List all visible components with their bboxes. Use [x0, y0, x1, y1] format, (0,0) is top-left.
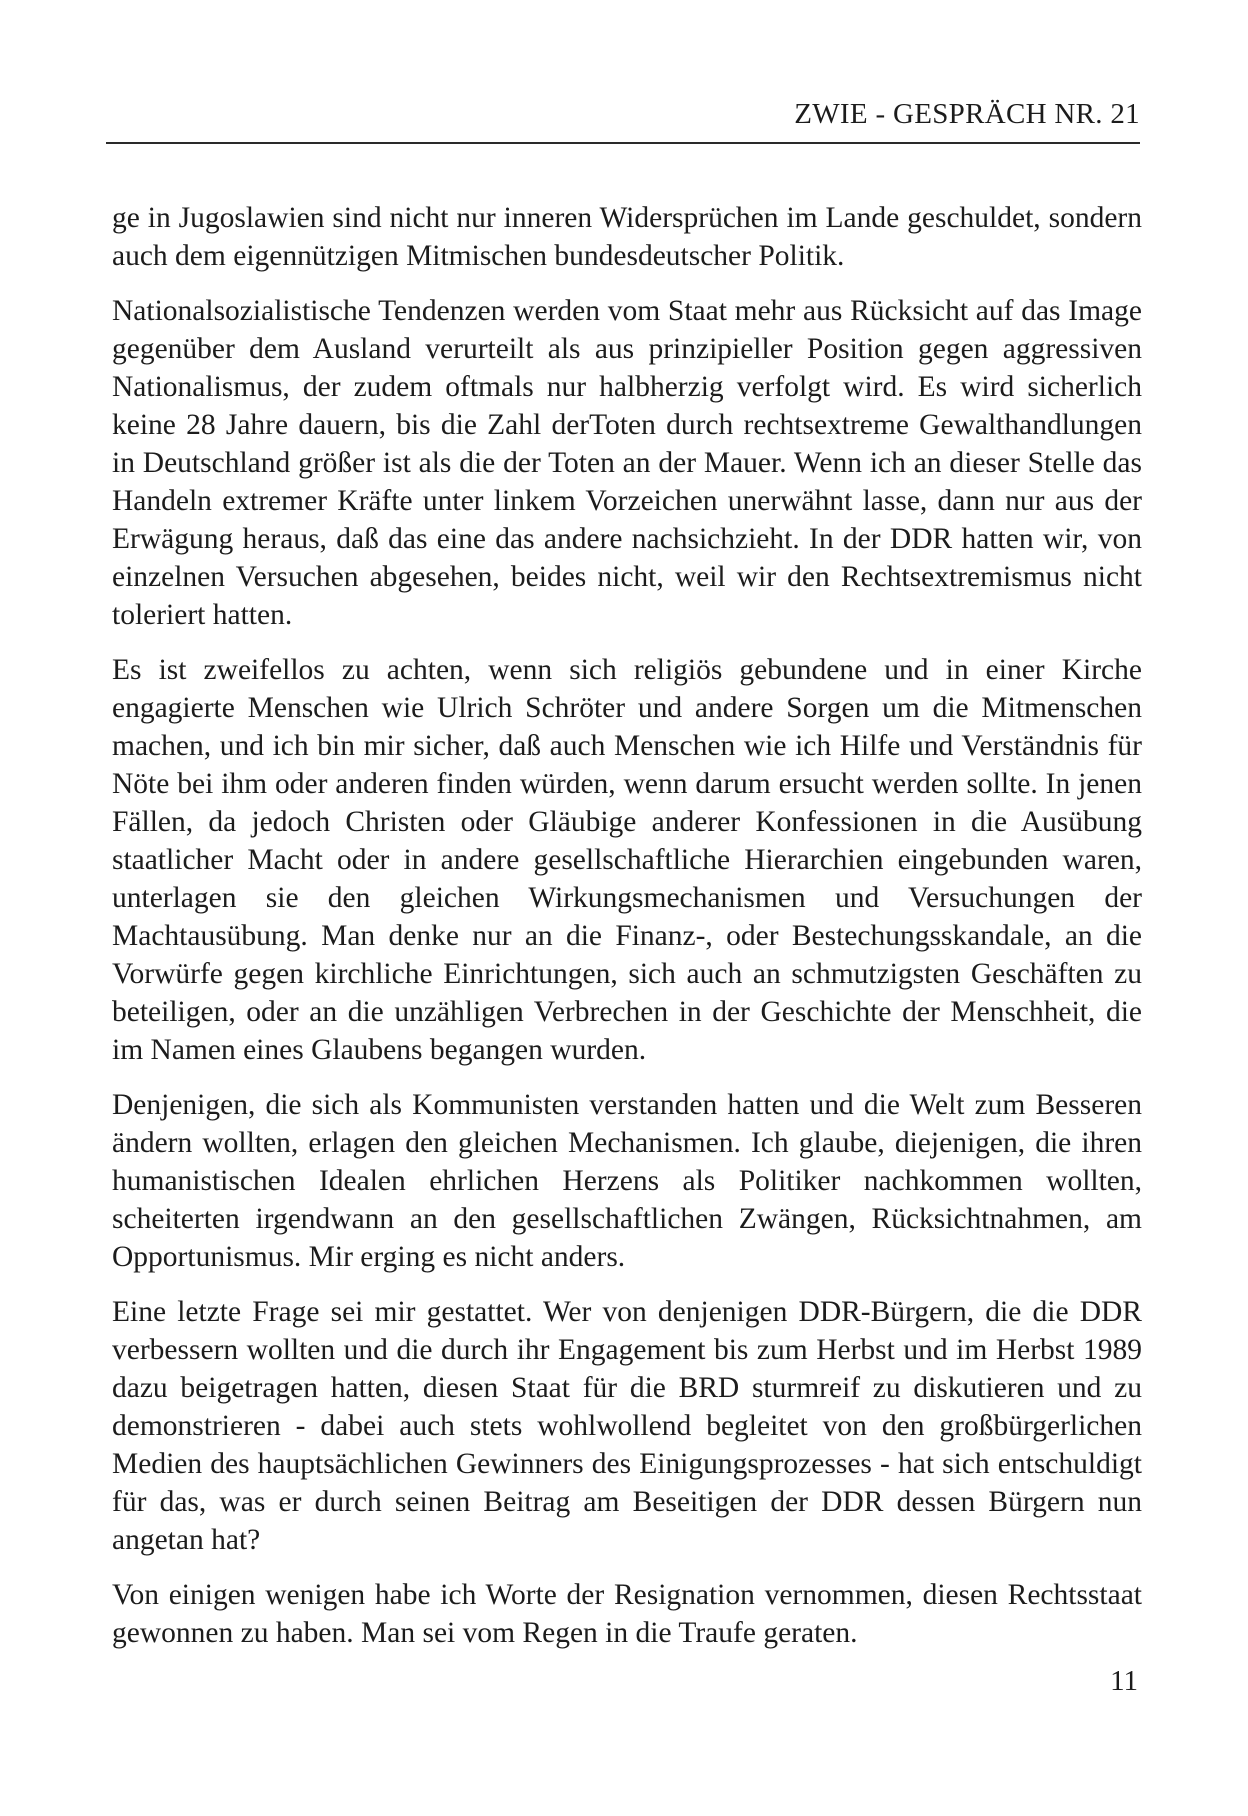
- header-rule: [106, 142, 1140, 144]
- paragraph: Eine letzte Frage sei mir gestattet. Wer von denjenigen DDR-Bürgern, die die DDR verbessern wollten und die durch ihr Engagement bis zum Herbst und im Herbst 1989 dazu beigetragen hatten, diesen Staat für die BRD sturmreif zu diskutieren und zu demonstrieren - dabei auch stets wohlwollend begleitet von den großbürgerlichen Medien des hauptsächlichen Gewinners des Einigungsprozesses - hat sich entschuldigt für das, was er durch seinen Beitrag am Beseitigen der DDR dessen Bürgern nun angetan hat?: [112, 1296, 1142, 1556]
- body-text: [112, 199, 1142, 1669]
- paragraph: Nationalsozialistische Tendenzen werden vom Staat mehr aus Rücksicht auf das Image gegenüber dem Ausland verurteilt als aus prinzipieller Position gegen aggressiven Nationalismus, der zudem oftmals nur halbherzig verfolgt wird. Es wird sicherlich keine 28 Jahre dauern, bis die Zahl derToten durch rechtsextreme Gewalthandlungen in Deutschland größer ist als die der Toten an der Mauer. Wenn ich an dieser Stelle das Handeln extremer Kräfte unter linkem Vorzeichen unerwähnt lasse, dann nur aus der Erwägung heraus, daß das eine das andere nachsichzieht. In der DDR hatten wir, von einzelnen Versuchen abgesehen, beides nicht, weil wir den Rechtsextremismus nicht toleriert hatten.: [112, 295, 1142, 631]
- paragraph: Denjenigen, die sich als Kommunisten verstanden hatten und die Welt zum Besseren ändern wollten, erlagen den gleichen Mechanismen. Ich glaube, diejenigen, die ihren humanistischen Idealen ehrlichen Herzens als Politiker nachkommen wollten, scheiterten irgendwann an den gesellschaftlichen Zwängen, Rücksichtnahmen, am Opportunismus. Mir erging es nicht anders.: [112, 1089, 1142, 1273]
- paragraph: Von einigen wenigen habe ich Worte der Resignation vernommen, diesen Rechtsstaat gewonnen zu haben. Man sei vom Regen in die Traufe geraten.: [112, 1579, 1142, 1649]
- paragraph: ge in Jugoslawien sind nicht nur inneren Widersprüchen im Lande geschuldet, sondern auch dem eigennützigen Mitmischen bundesdeutscher Politik.: [112, 202, 1142, 272]
- running-header-title: ZWIE - GESPRÄCH NR. 21: [794, 98, 1140, 130]
- page-number: 11: [1110, 1665, 1138, 1697]
- paragraph: Es ist zweifellos zu achten, wenn sich religiös gebundene und in einer Kirche engagierte Menschen wie Ulrich Schröter und andere Sorgen um die Mitmenschen machen, und ich bin mir sicher, daß auch Menschen wie ich Hilfe und Verständnis für Nöte bei ihm oder anderen finden würden, wenn darum ersucht werden sollte. In jenen Fällen, da jedoch Christen oder Gläubige anderer Konfessionen in die Ausübung staatlicher Macht oder in andere gesellschaftliche Hierarchien eingebunden waren, unterlagen sie den gleichen Wirkungsmechanismen und Versuchungen der Machtausübung. Man denke nur an die Finanz-, oder Bestechungsskandale, an die Vorwürfe gegen kirchliche Einrichtungen, sich auch an schmutzigsten Geschäften zu beteiligen, oder an die unzähligen Verbrechen in der Geschichte der Menschheit, die im Namen eines Glaubens begangen wurden.: [112, 654, 1142, 1066]
